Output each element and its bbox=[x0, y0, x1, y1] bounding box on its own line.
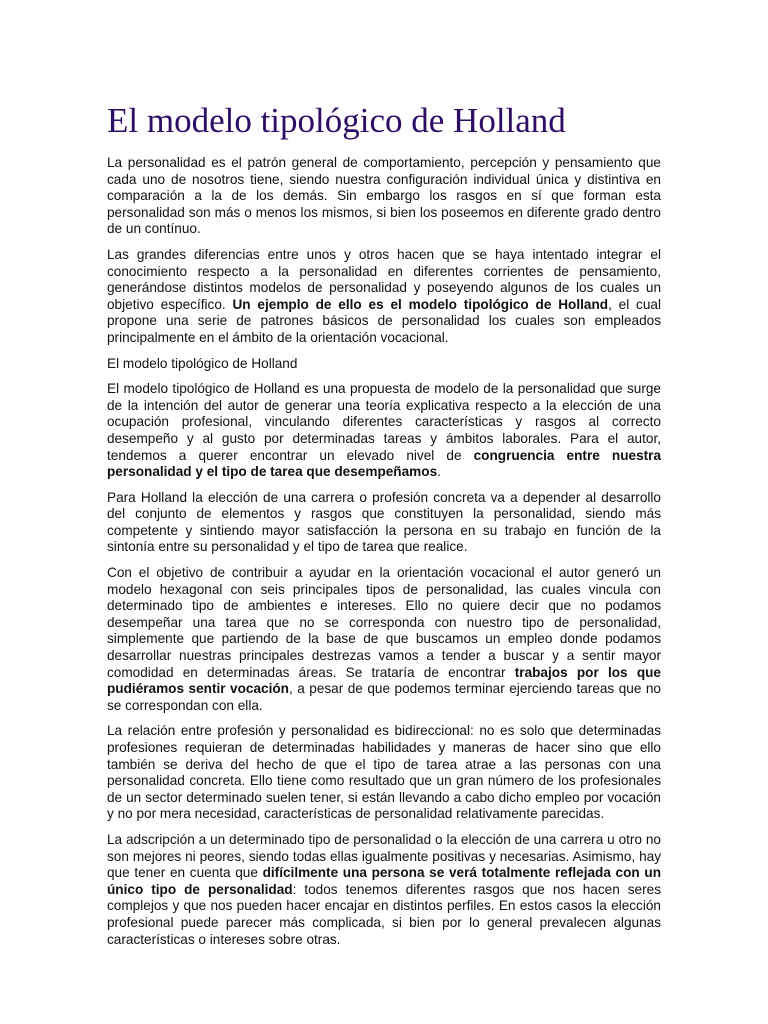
paragraph-7-text: La adscripción a un determinado tipo de personalidad o la elección de una carrera u otro no son mejores ni peores, siendo todas ellas igualmente positivas y necesarias. Asimismo, hay que tener en cuenta que bbox=[107, 831, 661, 881]
section-heading-text: El modelo tipológico de Holland bbox=[107, 355, 298, 371]
paragraph-4 bbox=[107, 490, 661, 556]
paragraph-7-emphasis: difícilmente una persona se verá totalmente reflejada con un único tipo de personalidad bbox=[107, 865, 661, 897]
section-heading bbox=[107, 356, 661, 373]
paragraph-1 bbox=[107, 155, 661, 238]
paragraph-5 bbox=[107, 565, 661, 714]
paragraph-7-text-end: : todos tenemos diferentes rasgos que nos hacen seres complejos y que nos pueden hacer encajar en distintos perfiles. En estos casos la elección profesional puede parecer más complicada, si bien por lo general prevalecen algunas características o intereses sobre otras. bbox=[107, 881, 661, 947]
paragraph-6-text: La relación entre profesión y personalidad es bidireccional: no es solo que determinadas profesiones requieran de determinadas habilidades y maneras de hacer sino que ello también se deriva del hecho de que el tipo de tarea atrae a las personas con una personalidad concreta. Ello tiene como resultado que un gran número de los profesionales de un sector determinado suelen tener, si están llevando a cabo dicho empleo por vocación y no por mera necesidad, características de personalidad relativamente parecidas. bbox=[107, 723, 661, 822]
paragraph-3-text: El modelo tipológico de Holland es una propuesta de modelo de la personalidad que surge de la intención del autor de generar una teoría explicativa respecto a la elección de una ocupación profesional, vinculando diferentes características y rasgos al correcto desempeño y al gusto por determinadas tareas y ámbitos laborales. Para el autor, tendemos a querer encontrar un elevado nivel de bbox=[107, 381, 661, 463]
paragraph-1-text: La personalidad es el patrón general de comportamiento, percepción y pensamiento que cada uno de nosotros tiene, siendo nuestra configuración individual única y distintiva en comparación a la de los demás. Sin embargo los rasgos en sí que forman esta personalidad son más o menos los mismos, si bien los poseemos en diferente grado dentro de un contínuo. bbox=[107, 155, 661, 237]
paragraph-5-text: Con el objetivo de contribuir a ayudar en la orientación vocacional el autor generó un modelo hexagonal con seis principales tipos de personalidad, las cuales vincula con determinado tipo de ambientes e intereses. Ello no quiere decir que no podamos desempeñar una tarea que no se corresponda con nuestro tipo de personalidad, simplemente que partiendo de la base de que buscamos un empleo donde podamos desarrollar nuestras principales destrezas vamos a tender a buscar y a sentir mayor comodidad en determinadas áreas. Se trataría de encontrar bbox=[107, 565, 661, 680]
document-page bbox=[107, 100, 661, 957]
paragraph-3-emphasis: congruencia entre nuestra personalidad y el tipo de tarea que desempeñamos bbox=[107, 447, 662, 480]
paragraph-7 bbox=[107, 832, 661, 948]
paragraph-6 bbox=[107, 723, 661, 823]
paragraph-3-text-end: . bbox=[437, 464, 441, 480]
paragraph-2-text: Las grandes diferencias entre unos y otros hacen que se haya intentado integrar el conocimiento respecto a la personalidad en diferentes corrientes de pensamiento, generándose distintos modelos de personalidad y poseyendo algunos de los cuales un objetivo específico. bbox=[107, 246, 661, 312]
paragraph-4-text: Para Holland la elección de una carrera o profesión concreta va a depender al desarrollo del conjunto de elementos y rasgos que constituyen la personalidad, siendo más competente y sintiendo mayor satisfacción la persona en su trabajo en función de la sintonía entre su personalidad y el tipo de tarea que realice. bbox=[107, 489, 661, 555]
paragraph-3 bbox=[107, 381, 661, 481]
paragraph-5-text-end: , a pesar de que podemos terminar ejerciendo tareas que no se correspondan con ella. bbox=[107, 681, 661, 713]
paragraph-2-emphasis: Un ejemplo de ello es el modelo tipológico de Holland bbox=[232, 296, 609, 312]
paragraph-2 bbox=[107, 247, 661, 347]
document-title: El modelo tipológico de Holland bbox=[107, 101, 566, 140]
paragraph-2-text-end: , el cual propone una serie de patrones básicos de personalidad los cuales son empleados principalmente en el ámbito de la orientación vocacional. bbox=[107, 296, 661, 345]
paragraph-5-emphasis: trabajos por los que pudiéramos sentir vocación bbox=[107, 664, 661, 697]
